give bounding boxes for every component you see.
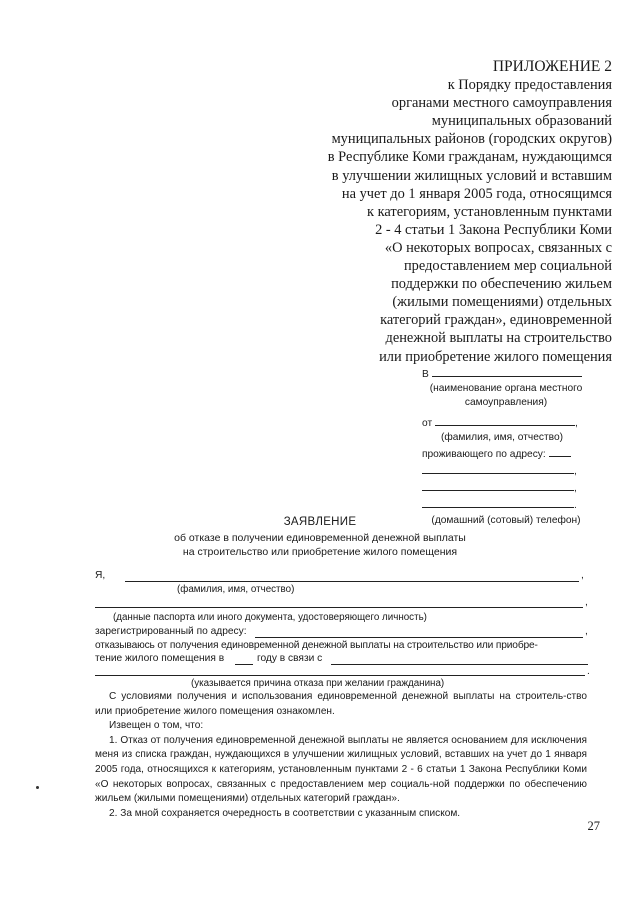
statement-body [95, 690, 587, 821]
point-2-paragraph: 2. За мной сохраняется очередность в соответствии с указанным списком. [109, 807, 461, 819]
statement-title: ЗАЯВЛЕНИЕ [283, 516, 357, 528]
appendix-line: 2 - 4 статьи 1 Закона Республики Коми [375, 221, 612, 238]
page-number: 27 [587, 819, 600, 833]
appendix-line: к категориям, установленным пунктами [367, 203, 612, 220]
point-1-paragraph: 1. Отказ от получения единовременной денежной выплаты не является основанием для исключения меня из списка граждан, нуждающихся в улучшении жилищных условий, вставших на учет до 1 января 2005 года, относящихся к категориям, установленным пунктами 2 - 6 статьи 1 Закона Республики Коми «О некоторых вопросах, связанных с предоставлением мер социаль-ной поддержки по обеспечению жильем (жилыми помещениями) отдельных категорий граждан». [95, 734, 587, 805]
address-field-1[interactable] [549, 445, 571, 457]
reason-caption: (указывается причина отказа при желании гражданина) [191, 678, 445, 689]
appendix-line: в улучшении жилищных условий и вставшим [331, 167, 612, 184]
addressee-to-field[interactable] [432, 365, 582, 377]
appendix-line: органами местного самоуправления [391, 95, 612, 112]
addressee-to-caption: (наименование органа местного самоуправления) [429, 383, 583, 408]
appendix-line: на учет до 1 января 2005 года, относящимся [341, 185, 612, 202]
refuse-line-part1: тение жилого помещения в [95, 653, 225, 664]
address-field-3[interactable] [422, 479, 574, 491]
addressee-from-prefix: от [422, 418, 433, 429]
appendix-line: предоставлением мер социальной [403, 258, 612, 275]
appendix-line: поддержки по обеспечению жильем [391, 276, 612, 293]
phone-field[interactable] [422, 496, 574, 508]
passport-field[interactable] [95, 607, 583, 608]
appendix-line: в Республике Коми гражданам, нуждающимся [327, 149, 612, 166]
fio-field[interactable] [125, 581, 579, 582]
addressee-residing-row [422, 445, 602, 462]
fio-caption: (фамилия, имя, отчество) [177, 584, 295, 595]
addressee-to-prefix: В [422, 369, 429, 380]
refuse-line: отказываюсь от получения единовременной денежной выплаты на строительство или приобре- [95, 640, 538, 651]
appendix-heading: ПРИЛОЖЕНИЕ 2 [492, 58, 612, 75]
address-field-2[interactable] [422, 462, 574, 474]
appendix-line: денежной выплаты на строительство [385, 330, 612, 347]
appendix-line: муниципальных районов (городских округов) [331, 131, 612, 148]
registered-address-field[interactable] [255, 637, 583, 638]
acknowledge-paragraph: С условиями получения и использования единовременной денежной выплаты на строитель-ство или приобретение жилого помещения ознакомлен. [95, 691, 587, 717]
i-label: Я, [95, 570, 106, 581]
passport-caption: (данные паспорта или иного документа, удостоверяющего личность) [113, 612, 427, 623]
appendix-header [252, 58, 612, 366]
addressee-from-field[interactable] [435, 414, 575, 426]
statement-form: Я, , (фамилия, имя, отчество) , (данные паспорта или иного документа, удостоверяющего личность) зарегистрированный по адресу: , отказываюсь от получения единовременной денежной выплаты на строительство или приобре- тение жилого помещения в году в связи с . (указывается причина отказа при желании гражданина) [95, 570, 590, 700]
reason-field-2[interactable] [95, 675, 585, 676]
statement-subtitle-line: на строительство или приобретение жилого помещения [182, 546, 458, 558]
appendix-line: «О некоторых вопросах, связанных с [384, 239, 612, 256]
appendix-line: муниципальных образований [431, 113, 612, 130]
phone-caption: (домашний (сотовый) телефон) [431, 515, 581, 526]
reason-field[interactable] [331, 664, 588, 665]
scan-speck [36, 786, 39, 789]
addressee-residing-label: проживающего по адресу: [422, 449, 546, 460]
addressee-to-row [422, 365, 602, 382]
appendix-line: (жилыми помещениями) отдельных [392, 294, 612, 311]
statement-subtitle [0, 531, 640, 559]
informed-paragraph: Извещен о том, что: [109, 720, 204, 732]
appendix-line: к Порядку предоставления [447, 77, 612, 94]
addressee-from-caption: (фамилия, имя, отчество) [440, 432, 564, 443]
appendix-line: или приобретение жилого помещения [379, 348, 612, 365]
refuse-line-part2: году в связи с [257, 653, 323, 664]
appendix-line: категорий граждан», единовременной [380, 312, 612, 329]
statement-subtitle-line: об отказе в получении единовременной денежной выплаты [174, 532, 466, 544]
addressee-block: В (наименование органа местного самоуправления) от , (фамилия, имя, отчество) проживающего по адресу: , , . (домашний (сотовый) телефон) [422, 365, 602, 528]
year-field[interactable] [235, 664, 253, 665]
addressee-from-row: от , [422, 414, 602, 431]
registered-label: зарегистрированный по адресу: [95, 626, 247, 637]
